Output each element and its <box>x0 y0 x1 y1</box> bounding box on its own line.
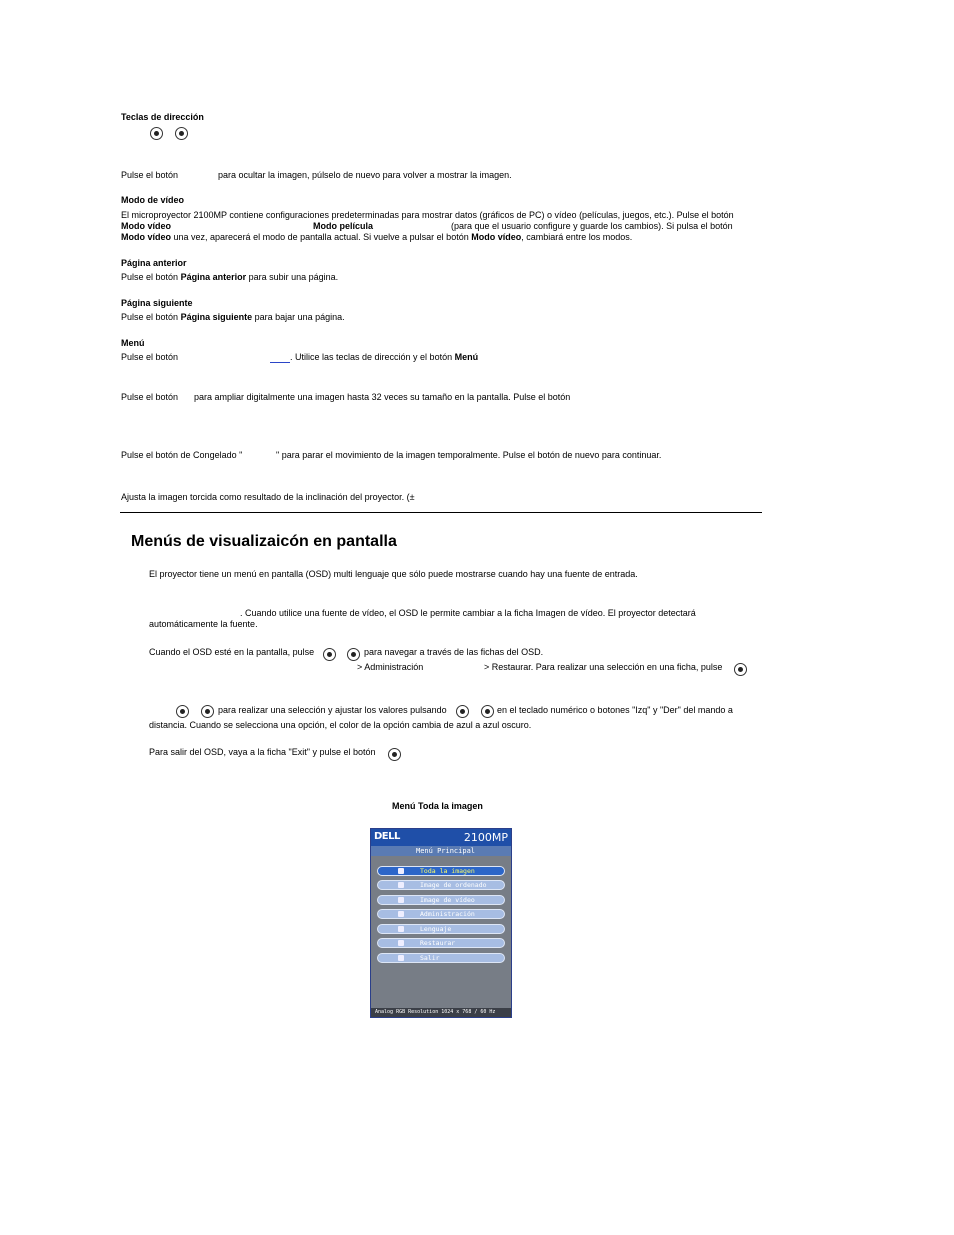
osd-p4c: distancia. Cuando se selecciona una opción, el color de la opción cambia de azul a azul oscuro. <box>149 720 532 730</box>
page-up-b: Página anterior <box>180 272 247 282</box>
image-icon <box>398 868 404 874</box>
zoom-b: para ampliar digitalmente una imagen hasta 32 veces su tamaño en la pantalla. Pulse el botón <box>194 392 571 402</box>
osd-screen <box>370 828 512 1018</box>
osd-p2b: automáticamente la fuente. <box>149 619 258 629</box>
zoom-a: Pulse el botón <box>121 392 179 402</box>
osd-p3b: para navegar a través de las fichas del OSD. <box>364 647 544 657</box>
osd-item-label: Lenguaje <box>420 925 452 933</box>
osd-p4a: para realizar una selección y ajustar los valores pulsando <box>218 705 447 715</box>
menu-c: Menú <box>454 352 479 362</box>
page-up-title: Página anterior <box>121 258 187 268</box>
page-down-b: Página siguiente <box>180 312 253 322</box>
page-up-a: Pulse el botón <box>121 272 179 282</box>
menu-title: Menú <box>121 338 145 348</box>
freeze-a: Pulse el botón de Congelado " <box>121 450 243 460</box>
video-mode-line3c: Modo vídeo <box>471 232 522 242</box>
video-icon <box>398 897 404 903</box>
figure-caption: Menú Toda la imagen <box>392 801 483 811</box>
menu-button-icon <box>734 663 747 676</box>
arrow-up-icon <box>176 705 189 718</box>
osd-item-image-ordenado[interactable] <box>377 880 505 890</box>
osd-p3a: Cuando el OSD esté en la pantalla, pulse <box>149 647 315 657</box>
video-mode-line2c: (para que el usuario configure y guarde los cambios). Si pulsa el botón <box>451 221 733 231</box>
video-mode-title: Modo de vídeo <box>121 195 184 205</box>
osd-item-salir[interactable] <box>377 953 505 963</box>
osd-item-image-video[interactable] <box>377 895 505 905</box>
osd-item-label: Salir <box>420 954 440 962</box>
osd-item-administracion[interactable] <box>377 909 505 919</box>
dell-logo: DELL <box>374 831 400 842</box>
osd-item-lenguaje[interactable] <box>377 924 505 934</box>
menu-button-icon <box>388 748 401 761</box>
osd-item-label: Restaurar <box>420 939 456 947</box>
section-divider <box>120 512 762 513</box>
language-icon <box>398 926 404 932</box>
computer-icon <box>398 882 404 888</box>
osd-header <box>371 829 511 846</box>
osd-p1: El proyector tiene un menú en pantalla (OSD) multi lenguaje que sólo puede mostrarse cuando hay una fuente de entrada. <box>149 569 638 579</box>
arrows-title: Teclas de dirección <box>121 112 204 122</box>
osd-footer: Analog RGB Resolution 1024 x 768 / 60 Hz <box>371 1008 511 1017</box>
page-up-line <box>121 272 338 283</box>
page-down-line <box>121 312 345 323</box>
osd-title: Menú Principal <box>371 846 511 856</box>
video-mode-line1: El microproyector 2100MP contiene configuraciones predeterminadas para mostrar datos (gráficos de PC) o vídeo (películas, juegos, etc.). Pulse el botón <box>121 210 734 220</box>
video-mode-line3d: , cambiará entre los modos. <box>521 232 633 242</box>
osd-p3d: > Restaurar. Para realizar una selección en una ficha, pulse <box>484 662 723 672</box>
video-mode-line3 <box>121 232 632 243</box>
keystone-a: Ajusta la imagen torcida como resultado de la inclinación del proyector. (± <box>121 492 415 502</box>
arrow-down-icon <box>201 705 214 718</box>
settings-icon <box>398 911 404 917</box>
osd-item-label: Image de vídeo <box>420 896 475 904</box>
menu-line-b <box>290 352 478 363</box>
page-down-a: Pulse el botón <box>121 312 179 322</box>
arrow-down-icon <box>175 127 188 140</box>
plus-icon <box>481 705 494 718</box>
hide-text-b: para ocultar la imagen, púlselo de nuevo para volver a mostrar la imagen. <box>218 170 512 180</box>
osd-item-restaurar[interactable] <box>377 938 505 948</box>
osd-model: 2100MP <box>463 831 508 844</box>
reset-icon <box>398 940 404 946</box>
freeze-b: " para parar el movimiento de la imagen temporalmente. Pulse el botón de nuevo para continuar. <box>276 450 662 460</box>
osd-heading: Menús de visualizaicón en pantalla <box>131 533 397 550</box>
osd-p3c: > Administración <box>357 662 424 672</box>
osd-p4b: en el teclado numérico o botones "Izq" y "Der" del mando a <box>497 705 733 715</box>
arrow-up-icon <box>323 648 336 661</box>
video-mode-line3b: una vez, aparecerá el modo de pantalla actual. Si vuelve a pulsar el botón <box>173 232 469 242</box>
page-down-c: para bajar una página. <box>254 312 345 322</box>
osd-p5: Para salir del OSD, vaya a la ficha "Exit" y pulse el botón <box>149 747 376 757</box>
hide-text-a: Pulse el botón <box>121 170 179 180</box>
menu-link[interactable] <box>270 362 290 363</box>
osd-item-label: Image de ordenado <box>420 881 487 889</box>
video-mode-line3a: Modo vídeo <box>121 232 171 242</box>
page-up-c: para subir una página. <box>248 272 339 282</box>
arrow-down-icon <box>347 648 360 661</box>
osd-item-label: Administración <box>420 910 475 918</box>
video-mode-line2a: Modo vídeo <box>121 221 171 231</box>
osd-item-label: Toda la imagen <box>420 867 475 875</box>
menu-b: . Utilice las teclas de dirección y el botón <box>290 352 453 362</box>
exit-icon <box>398 955 404 961</box>
osd-p2a: . Cuando utilice una fuente de vídeo, el OSD le permite cambiar a la ficha Imagen de vídeo. El proyector detectará <box>240 608 696 618</box>
minus-icon <box>456 705 469 718</box>
osd-item-toda-la-imagen[interactable] <box>377 866 505 876</box>
arrow-up-icon <box>150 127 163 140</box>
menu-a: Pulse el botón <box>121 352 179 362</box>
video-mode-line2b: Modo película <box>313 221 374 231</box>
page-down-title: Página siguiente <box>121 298 193 308</box>
